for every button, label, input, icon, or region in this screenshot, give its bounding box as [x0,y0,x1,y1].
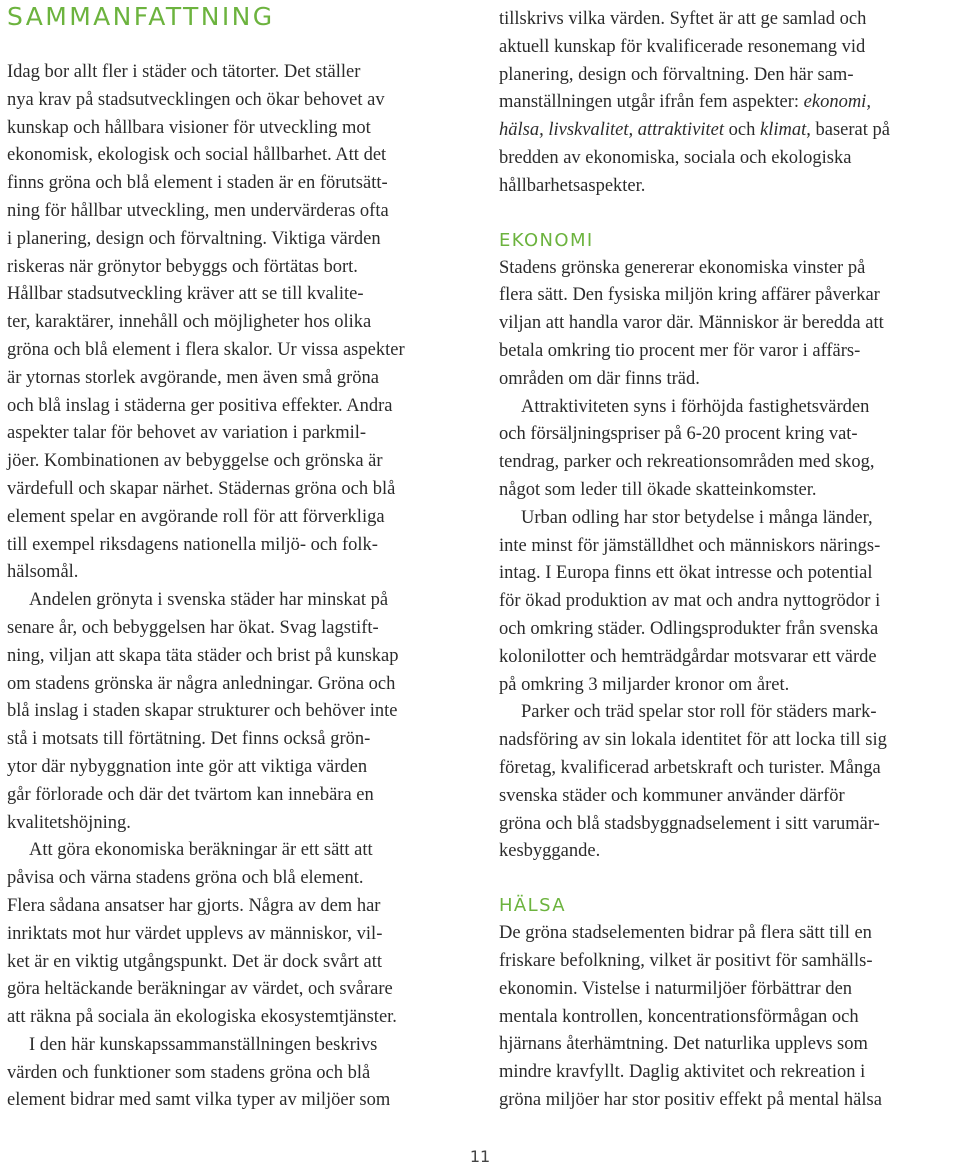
page-number: 11 [469,1147,491,1166]
text-line: är ytornas storlek avgörande, men även små gröna [7,367,379,388]
right-column [499,0,959,1115]
text-line: aspekter talar för behovet av variation i parkmil- [7,423,367,444]
text-line: element spelar en avgörande roll för att förverkliga [7,506,385,527]
text-fragment: manställningen utgår ifrån fem aspekter: [499,92,804,113]
halsa-paragraph-1 [499,920,959,1115]
text-line: Att göra ekonomiska beräkningar är ett sätt att [29,840,373,861]
text-line: gröna miljöer har stor positiv effekt på mental hälsa [499,1089,882,1110]
intro-continuation [499,6,959,201]
aspect-ekonomi: ekonomi, [803,92,871,113]
text-line: Idag bor allt fler i städer och tätorter. Det ställer [7,62,361,82]
text-line: ekonomisk, ekologisk och social hållbarhet. Att det [7,145,387,166]
ekonomi-heading: EKONOMI [499,229,594,251]
text-line: element bidrar med samt vilka typer av miljöer som [7,1090,391,1111]
text-line: aktuell kunskap för kvalificerade resonemang vid [499,36,866,57]
text-line: går förlorade och där det tvärtom kan innebära en [7,784,374,805]
text-line: planering, design och förvaltning. Den här sam- [499,64,854,85]
text-line: blå inslag i staden skapar strukturer och behöver inte [7,701,398,722]
text-line: hållbarhetsaspekter. [499,175,646,196]
text-line: I den här kunskapssammanställningen beskrivs [29,1034,378,1055]
text-line: stå i motsats till förtätning. Det finns också grön- [7,729,371,750]
text-line: och försäljningspriser på 6-20 procent kring vat- [499,424,858,445]
text-line: ning för hållbar utveckling, men undervärderas ofta [7,200,389,221]
text-line: nadsföring av sin lokala identitet för att locka till sig [499,730,887,751]
text-line: tillskrivs vilka värden. Syftet är att ge samlad och [499,9,867,29]
summary-paragraph-3 [7,837,475,1032]
text-line: att räkna på sociala än ekologiska ekosystemtjänster. [7,1007,397,1028]
text-line: områden om där finns träd. [499,368,700,389]
text-line: påvisa och värna stadens gröna och blå element. [7,868,364,889]
text-line: något som leder till ökade skatteinkomster. [499,479,817,500]
text-line: ter, karaktärer, innehåll och möjligheter hos olika [7,312,372,333]
text-line: Flera sådana ansatser har gjorts. Några av dem har [7,895,381,916]
text-line: ket är en viktig utgångspunkt. Det är dock svårt att [7,951,383,972]
text-line: Hållbar stadsutveckling kräver att se till kvalite- [7,284,364,305]
text-line: Attraktiviteten syns i förhöjda fastighetsvärden [521,396,870,417]
text-line: göra heltäckande beräkningar av värdet, och svårare [7,979,393,1000]
text-line: bredden av ekonomiska, sociala och ekologiska [499,147,852,168]
aspect-klimat: klimat [760,120,807,141]
text-line: riskeras när grönytor bebyggs och förtätas bort. [7,256,358,277]
text-line: kvalitetshöjning. [7,812,131,833]
text-line: Parker och träd spelar stor roll för städers mark- [521,702,877,723]
text-line: kolonilotter och hemträdgårdar motsvarar ett värde [499,646,877,667]
text-fragment: , baserat på [806,120,890,141]
text-line-aspects [499,89,959,117]
text-line: finns gröna och blå element i staden är en förutsätt- [7,173,388,194]
text-line: senare år, och bebyggelsen har ökat. Svag lagstift- [7,617,379,638]
text-line: för ökad produktion av mat och andra nyttogrödor i [499,591,881,612]
text-line: Andelen grönyta i svenska städer har minskat på [29,590,389,611]
text-line: inriktats mot hur värdet upplevs av människor, vil- [7,923,383,944]
summary-paragraph-2 [7,587,475,837]
text-line-aspects [499,117,959,145]
text-line: Stadens grönska genererar ekonomiska vinster på [499,257,866,278]
text-line: kesbyggande. [499,841,601,862]
text-line: och blå inslag i städerna ger positiva effekter. Andra [7,395,393,416]
text-line: företag, kvalificerad arbetskraft och turister. Många [499,757,881,778]
text-line: intag. I Europa finns ett ökat intresse och potential [499,563,873,584]
text-line: mindre kravfyllt. Daglig aktivitet och rekreation i [499,1062,866,1083]
text-line: hjärnans återhämtning. Det naturlika upplevs som [499,1034,868,1055]
text-line: till exempel riksdagens nationella miljö- och folk- [7,534,378,555]
text-line: viljan att handla varor där. Människor är beredda att [499,313,884,334]
text-line: kunskap och hållbara visioner för utveckling mot [7,117,371,138]
summary-paragraph-4 [7,1032,475,1115]
text-line: värdefull och skapar närhet. Städernas gröna och blå [7,478,396,499]
ekonomi-paragraph-1 [499,255,959,394]
text-line: i planering, design och förvaltning. Viktiga värden [7,228,381,249]
text-line: betala omkring tio procent mer för varor i affärs- [499,340,861,361]
text-line: värden och funktioner som stadens gröna och blå [7,1062,371,1083]
text-line: och omkring städer. Odlingsprodukter från svenska [499,618,879,639]
aspects-list: hälsa, livskvalitet, attraktivitet [499,120,725,141]
text-line: jöer. Kombinationen av bebyggelse och grönska är [7,451,383,472]
text-line: om stadens grönska är några anledningar. Gröna och [7,673,396,694]
text-line: tendrag, parker och rekreationsområden med skog, [499,452,875,473]
text-line: på omkring 3 miljarder kronor om året. [499,674,790,695]
text-line: svenska städer och kommuner använder därför [499,785,845,806]
text-fragment: och [724,120,761,141]
summary-title: SAMMANFATTNING [7,2,275,31]
text-line: nya krav på stadsutvecklingen och ökar behovet av [7,89,385,110]
text-line: De gröna stadselementen bidrar på flera sätt till en [499,923,872,944]
text-line: mentala kontrollen, koncentrationsförmågan och [499,1006,859,1027]
text-line: ekonomin. Vistelse i naturmiljöer förbättrar den [499,978,853,999]
text-line: gröna och blå stadsbyggnadselement i sitt varumär- [499,813,880,834]
halsa-heading: HÄLSA [499,895,566,917]
text-line: Urban odling har stor betydelse i många länder, [521,507,873,528]
text-line: inte minst för jämställdhet och människors närings- [499,535,881,556]
text-line: flera sätt. Den fysiska miljön kring affärer påverkar [499,285,880,306]
text-line: friskare befolkning, vilket är positivt för samhälls- [499,950,873,971]
summary-paragraph-1 [7,59,475,587]
text-line: ytor där nybyggnation inte gör att viktiga värden [7,756,368,777]
ekonomi-paragraph-4 [499,699,959,866]
text-line: hälsomål. [7,562,79,583]
left-column [7,0,475,1115]
text-line: ning, viljan att skapa täta städer och brist på kunskap [7,645,399,666]
ekonomi-paragraph-3 [499,505,959,700]
text-line: gröna och blå element i flera skalor. Ur vissa aspekter [7,339,405,360]
ekonomi-paragraph-2 [499,394,959,505]
